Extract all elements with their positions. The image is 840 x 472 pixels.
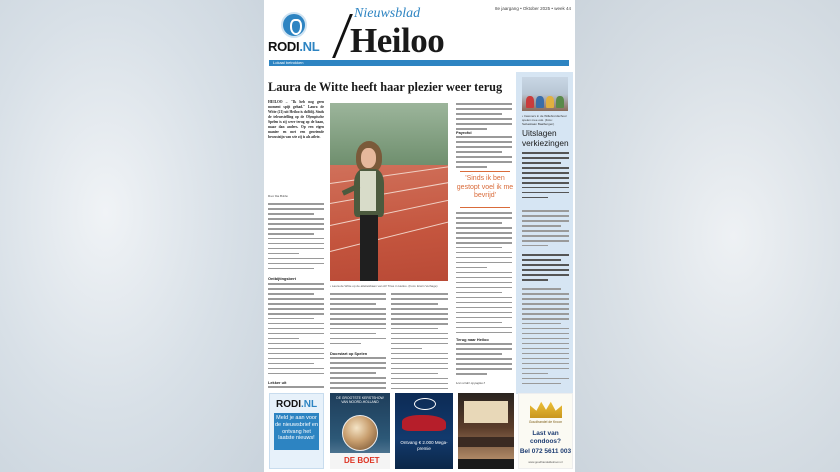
subhead-doorstart: Doorstart op Spelen (330, 351, 368, 356)
sidebar-photo (522, 77, 568, 111)
ad-car-premium[interactable] (395, 393, 453, 469)
article-body-column-4d (456, 343, 512, 379)
article-body-column-4c (456, 212, 512, 336)
kitchen-window-image (464, 401, 508, 423)
pull-quote-rule-bottom (460, 207, 510, 208)
article-headline: Laura de Witte heeft haar plezier weer terug (268, 80, 503, 94)
masthead-subtitle: Nieuwsblad (354, 6, 421, 21)
snow-globe-icon (342, 415, 378, 451)
sidebar-title: Uitslagen verkiezingen (522, 128, 569, 148)
subhead-ontbijtingsbert: Ontbijtingsbert (268, 276, 296, 281)
car-icon (402, 415, 446, 431)
ad-goud-brand: Goudhandel de Kroon (528, 420, 563, 424)
ad-goudhandel[interactable] (518, 393, 573, 469)
ad-goud-url: www.goudhandeldekroon.nl (528, 460, 563, 464)
article-body-column-1a (268, 203, 324, 275)
issue-meta: 8e jaargang • Oktober 2025 • week 44 (495, 6, 571, 11)
pull-quote-rule-top (460, 171, 510, 172)
publisher-logo: RODI.NL (268, 39, 320, 54)
sidebar-body-a (522, 210, 569, 250)
advertisement-row (266, 393, 573, 472)
ad-kitchen[interactable] (458, 393, 514, 469)
ad-kerstshow-brand: DE BOET (344, 456, 380, 465)
article-body-column-3 (391, 293, 448, 393)
kitchen-counter-image (458, 437, 514, 447)
article-body-column-1c (268, 386, 324, 392)
sidebar-body-b (522, 254, 569, 284)
ad-kerstshow-text: DE GROOTSTE KERSTSHOW VAN NOORD-HOLLAND (336, 396, 384, 405)
article-photo (330, 103, 448, 281)
ad-newsletter-signup[interactable] (269, 393, 324, 469)
newspaper-page (264, 0, 575, 472)
pull-quote: 'Sinds ik ben gestopt voel ik me bevrijd' (456, 175, 514, 199)
crown-icon (530, 400, 562, 418)
section-bar (269, 60, 569, 66)
subhead-lekker-uit: Lekker uit (268, 380, 287, 385)
continued-note: Lees verder op pagina 3 (456, 381, 486, 385)
blurred-background-left (0, 0, 264, 472)
car-brand-logo-icon (414, 398, 436, 410)
sidebar-lead (522, 152, 569, 204)
blurred-background-right (574, 0, 840, 472)
article-body-column-1b (268, 283, 324, 379)
rodi-logo-icon (281, 12, 307, 38)
article-body-column-4b (456, 136, 512, 170)
masthead-title: Heiloo (350, 21, 445, 60)
article-body-column-2a (330, 293, 386, 349)
subhead-payrofol: Payrofol (456, 130, 472, 135)
sidebar-results (522, 288, 569, 386)
masthead (264, 0, 575, 60)
ad-goud-phone: Bel 072 5611 003 (519, 448, 572, 455)
ad-car-text: Ontvang € 2.000 Mega-premie (400, 440, 448, 451)
photo-caption: • Laura de Witte op de atletiekbaan van AV Trias in Heiloo. (Foto: Erwin Verhage) (330, 284, 438, 288)
kitchen-ad-footer-bar (458, 459, 514, 469)
subhead-terug-naar-heiloo: Terug naar Heiloo (456, 337, 489, 342)
ad-goud-headline: Last van condoos? (529, 430, 562, 445)
ad-kerstshow[interactable] (330, 393, 390, 469)
article-lead: HEILOO – "Ik heb nog geen moment spijt gehad." Laura de Witte (21) uit Heiloo is dolblij. Sinds de teleurstelling op de Olympische Spelen is zij weer terug op de baan, maar dan anders. Op een eigen manier en met een groeiende bewustzijn van wie zij is als atlete. (268, 100, 324, 139)
ad-rodi-logo: RODI.NL (276, 399, 318, 410)
sidebar-photo-caption: • Inwoners in de Willebrordschool spelen mee ook. (Foto: Sebastiaan Baalbergen) (522, 114, 567, 126)
section-label: Lokaal betrokken (273, 60, 304, 65)
ad-rodi-text: Meld je aan voor de nieuwsbrief en ontvang het laatste nieuws! (274, 413, 319, 450)
article-author: Door Ilse Bobbe (268, 194, 288, 198)
article-body-column-2b (330, 357, 386, 393)
